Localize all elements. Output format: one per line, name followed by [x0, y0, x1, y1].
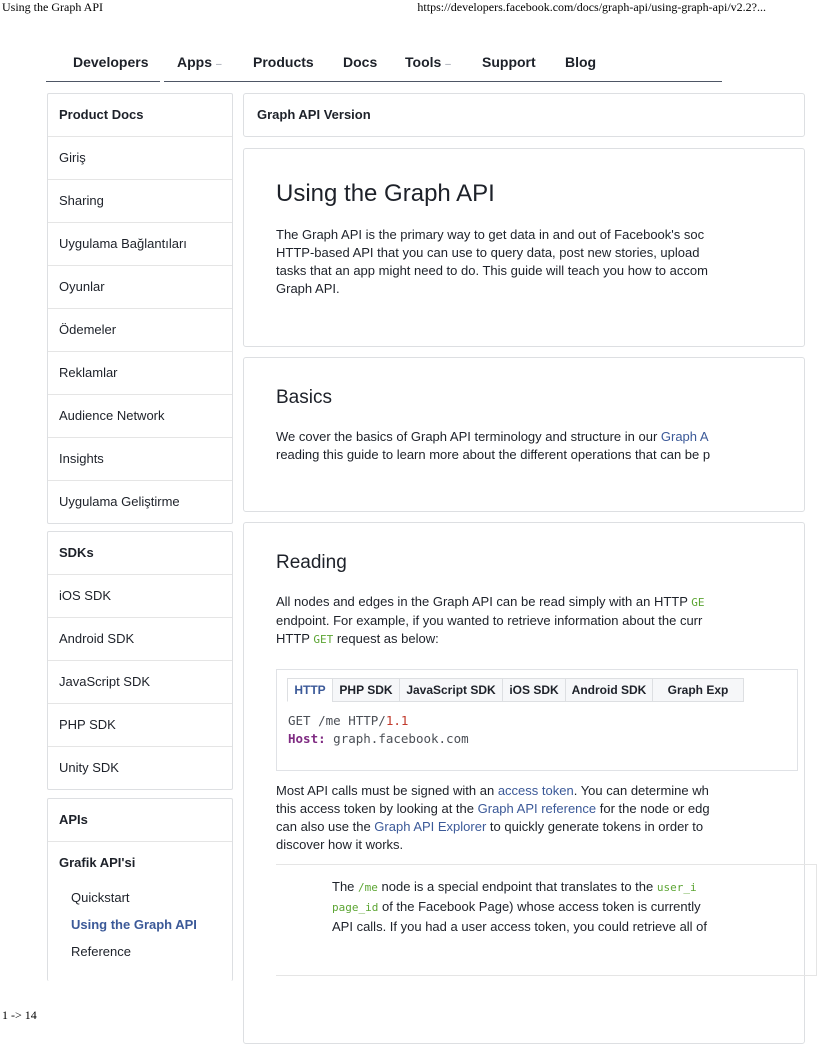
sidebar-item-graph-api[interactable]: Grafik API'si — [48, 841, 232, 884]
tab-php-sdk[interactable]: PHP SDK — [332, 678, 400, 702]
sidebar-product-docs — [47, 93, 233, 524]
access-token-link[interactable]: access token — [497, 783, 574, 798]
sidebar-heading-sdks: SDKs — [59, 545, 94, 560]
intro-line: HTTP-based API that you can use to query data, post new stories, upload — [276, 245, 700, 260]
nav-tools[interactable] — [405, 54, 451, 70]
print-page-title: Using the Graph API — [2, 0, 103, 14]
note-fragment: of the Facebook Page) whose access token is currently — [378, 899, 701, 914]
tab-javascript-sdk[interactable]: JavaScript SDK — [399, 678, 503, 702]
sidebar-heading-apis: APIs — [59, 812, 88, 827]
basics-line — [276, 428, 836, 446]
code-line — [288, 713, 408, 728]
sidebar-item-audience-network[interactable]: Audience Network — [48, 394, 232, 437]
print-url: https://developers.facebook.com/docs/graph-api/using-graph-api/v2.2?... — [417, 0, 766, 14]
reading-text: request as below: — [333, 631, 439, 646]
note-fragment: The — [332, 879, 359, 894]
graph-api-explorer-link[interactable]: Graph API Explorer — [374, 819, 487, 834]
chevron-down-icon: – — [445, 59, 451, 70]
reading-line: endpoint. For example, if you wanted to retrieve information about the curr — [276, 613, 703, 628]
inline-code: GET — [313, 633, 334, 646]
reading-paragraph — [276, 593, 836, 649]
access-token-text: for the node or edg — [596, 801, 710, 816]
intro-paragraph — [276, 226, 836, 298]
sidebar-item-ios-sdk[interactable]: iOS SDK — [48, 574, 232, 617]
nav-blog[interactable]: Blog — [565, 54, 597, 70]
print-page-number: 1 -> 14 — [2, 1008, 37, 1022]
graph-api-reference-link[interactable]: Graph API reference — [477, 801, 597, 816]
nav-products[interactable]: Products — [253, 54, 314, 70]
note-text — [332, 877, 707, 936]
sidebar-item-unity-sdk[interactable]: Unity SDK — [48, 746, 232, 789]
sidebar-heading-product-docs: Product Docs — [59, 107, 144, 122]
reading-text: All nodes and edges in the Graph API can be read simply with an HTTP — [276, 594, 692, 609]
sidebar-item-insights[interactable]: Insights — [48, 437, 232, 480]
code-line — [288, 731, 469, 746]
sidebar-item-giris[interactable]: Giriş — [48, 136, 232, 179]
note-callout — [276, 864, 817, 976]
reading-line — [276, 630, 836, 649]
access-token-text: can also use the — [276, 819, 375, 834]
nav-developers[interactable]: Developers — [73, 54, 149, 70]
sidebar-item-php-sdk[interactable]: PHP SDK — [48, 703, 232, 746]
inline-code: /me — [358, 881, 378, 894]
code-number: 1.1 — [385, 713, 409, 728]
intro-line: Graph API. — [276, 281, 340, 296]
sidebar-apis — [47, 798, 233, 981]
sidebar-item-javascript-sdk[interactable]: JavaScript SDK — [48, 660, 232, 703]
sidebar-item-app-links[interactable]: Uygulama Bağlantıları — [48, 222, 232, 265]
nav-docs[interactable]: Docs — [343, 54, 378, 70]
intro-line: tasks that an app might need to do. This guide will teach you how to accom — [276, 263, 708, 278]
nav-tools-label: Tools — [405, 54, 442, 70]
access-token-line: discover how it works. — [276, 837, 404, 852]
tab-http[interactable]: HTTP — [287, 678, 333, 702]
graph-api-link[interactable]: Graph A — [660, 429, 709, 444]
tab-ios-sdk[interactable]: iOS SDK — [502, 678, 566, 702]
note-fragment: node is a special endpoint that translates to the — [377, 879, 657, 894]
sidebar-item-app-development[interactable]: Uygulama Geliştirme — [48, 480, 232, 523]
tab-android-sdk[interactable]: Android SDK — [565, 678, 653, 702]
access-token-text: this access token by looking at the — [276, 801, 478, 816]
basics-line: reading this guide to learn more about the different operations that can be p — [276, 447, 711, 462]
access-token-line — [276, 818, 836, 836]
sidebar-item-payments[interactable]: Ödemeler — [48, 308, 232, 351]
top-navigation — [46, 44, 722, 82]
inline-code: GE — [691, 596, 705, 609]
nav-divider — [164, 81, 722, 82]
sidebar-item-reference[interactable]: Reference — [71, 944, 131, 959]
access-token-line — [276, 800, 836, 818]
basics-paragraph — [276, 428, 836, 464]
sidebar-item-android-sdk[interactable]: Android SDK — [48, 617, 232, 660]
reading-section — [243, 522, 805, 1044]
code-example-panel — [276, 669, 798, 771]
note-line — [332, 897, 707, 917]
sidebar-item-sharing[interactable]: Sharing — [48, 179, 232, 222]
nav-support[interactable]: Support — [482, 54, 536, 70]
note-line: API calls. If you had a user access token, you could retrieve all of — [332, 919, 708, 934]
access-token-text: . You can determine wh — [573, 783, 709, 798]
sidebar-item-quickstart[interactable]: Quickstart — [71, 890, 130, 905]
intro-section — [243, 148, 805, 347]
inline-code: page_id — [332, 901, 379, 914]
sidebar-item-ads[interactable]: Reklamlar — [48, 351, 232, 394]
basics-heading: Basics — [276, 387, 332, 408]
sidebar-item-using-graph-api[interactable]: Using the Graph API — [71, 917, 197, 932]
reading-text: HTTP — [276, 631, 314, 646]
nav-apps[interactable] — [177, 54, 222, 70]
reading-heading: Reading — [276, 552, 347, 573]
nav-divider — [46, 81, 160, 82]
main-content — [243, 93, 729, 1008]
code-keyword: Host: — [288, 731, 326, 746]
access-token-line — [276, 782, 836, 800]
basics-text: We cover the basics of Graph API terminology and structure in our — [276, 429, 661, 444]
version-label: Graph API Version — [257, 107, 371, 122]
chevron-down-icon: – — [216, 59, 222, 70]
code-text: GET /me HTTP/ — [288, 713, 386, 728]
print-header — [0, 0, 768, 16]
page-title: Using the Graph API — [276, 180, 495, 207]
tab-graph-explorer[interactable]: Graph Exp — [652, 678, 744, 702]
code-text: graph.facebook.com — [325, 731, 469, 746]
access-token-text: Most API calls must be signed with an — [276, 783, 498, 798]
intro-line: The Graph API is the primary way to get data in and out of Facebook's soc — [276, 227, 705, 242]
reading-line — [276, 593, 836, 612]
access-token-text: to quickly generate tokens in order to — [486, 819, 704, 834]
version-selector[interactable] — [243, 93, 805, 137]
access-token-paragraph — [276, 782, 836, 854]
basics-section — [243, 357, 805, 512]
note-line — [332, 877, 707, 897]
inline-code: user_i — [656, 881, 697, 894]
sidebar-sdks — [47, 531, 233, 790]
sidebar-item-games[interactable]: Oyunlar — [48, 265, 232, 308]
nav-apps-label: Apps — [177, 54, 212, 70]
